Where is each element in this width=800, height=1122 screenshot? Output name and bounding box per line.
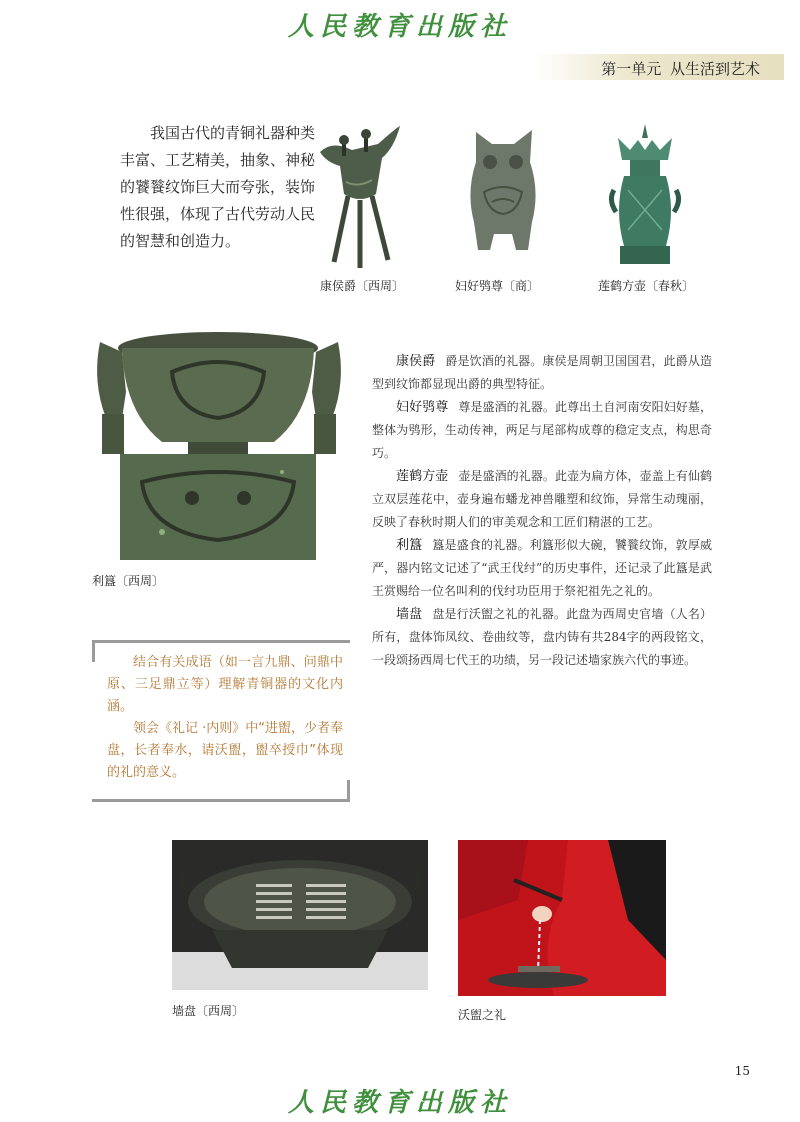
- activity-item: 结合有关成语（如一言九鼎、问鼎中原、三足鼎立等）理解青铜器的文化内涵。: [107, 655, 343, 714]
- caption-li-gui: 利簋〔西周〕: [92, 574, 165, 588]
- desc-li-gui: 利簋 簋是盛食的礼器。利簋形似大碗，饕餮纹饰，敦厚威严，器内铭文记述了“武王伐纣”的历史事件，还记录了此簋是武王赏赐给一位名叫利的伐纣功臣用于祭祀祖先之礼的。: [372, 538, 712, 598]
- artifact-descriptions: [372, 350, 712, 672]
- desc-fuhao-owl-zun: 妇好鸮尊 尊是盛酒的礼器。此尊出土自河南安阳妇好墓，整体为鸮形，生动传神，两足与尾部构成尊的稳定支点，构思奇巧。: [372, 400, 712, 460]
- activity-item: 领会《礼记 ·内则》中“进盥，少者奉盘，长者奉水，请沃盥，盥卒授巾”体现的礼的意义。: [107, 721, 343, 780]
- caption-lianhe-fanghu: 莲鹤方壶〔春秋〕: [598, 279, 695, 293]
- unit-title: 从生活到艺术: [669, 60, 760, 78]
- wo-guan-ritual-photo: [458, 840, 666, 996]
- activity-text: [107, 652, 343, 784]
- desc-kanghou-jue: 康侯爵 爵是饮酒的礼器。康侯是周朝卫国国君，此爵从造型到纹饰都显现出爵的典型特征。: [372, 354, 712, 391]
- lianhe-fanghu-photo: [606, 120, 684, 270]
- desc-qiang-pan: 墙盘 盘是行沃盥之礼的礼器。此盘为西周史官墙（人名）所有，盘体饰凤纹、卷曲纹等，盘内铸有共284字的两段铭文，一段颂扬西周七代王的功绩，另一段记述墙家族六代的事迹。: [372, 607, 712, 667]
- li-gui-photo: [92, 322, 346, 564]
- intro-paragraph: 我国古代的青铜礼器种类丰富、工艺精美，抽象、神秘的饕餮纹饰巨大而夸张，装饰性很强，体现了古代劳动人民的智慧和创造力。: [120, 124, 316, 250]
- caption-fuhao-owl-zun: 妇好鸮尊〔商〕: [455, 279, 540, 293]
- caption-kanghou-jue: 康侯爵〔西周〕: [320, 279, 405, 293]
- desc-lianhe-fanghu: 莲鹤方壶 壶是盛酒的礼器。此壶为扁方体，壶盖上有仙鹤立双层莲花中，壶身遍布蟠龙神兽雕塑和纹饰，异常生动瑰丽，反映了春秋时期人们的审美观念和工匠们精湛的工艺。: [372, 469, 712, 529]
- unit-heading: [601, 58, 760, 79]
- qiang-pan-photo: [172, 840, 428, 990]
- fuhao-owl-zun-photo: [462, 122, 544, 262]
- publisher-logo-top: 人民教育出版社: [287, 12, 512, 42]
- page-number: 15: [734, 1064, 750, 1078]
- caption-qiang-pan: 墙盘〔西周〕: [172, 1004, 245, 1018]
- unit-label: 第一单元: [601, 60, 662, 78]
- kanghou-jue-photo: [312, 122, 404, 272]
- publisher-logo-bottom: 人民教育出版社: [287, 1088, 512, 1118]
- caption-wo-guan: 沃盥之礼: [458, 1008, 507, 1022]
